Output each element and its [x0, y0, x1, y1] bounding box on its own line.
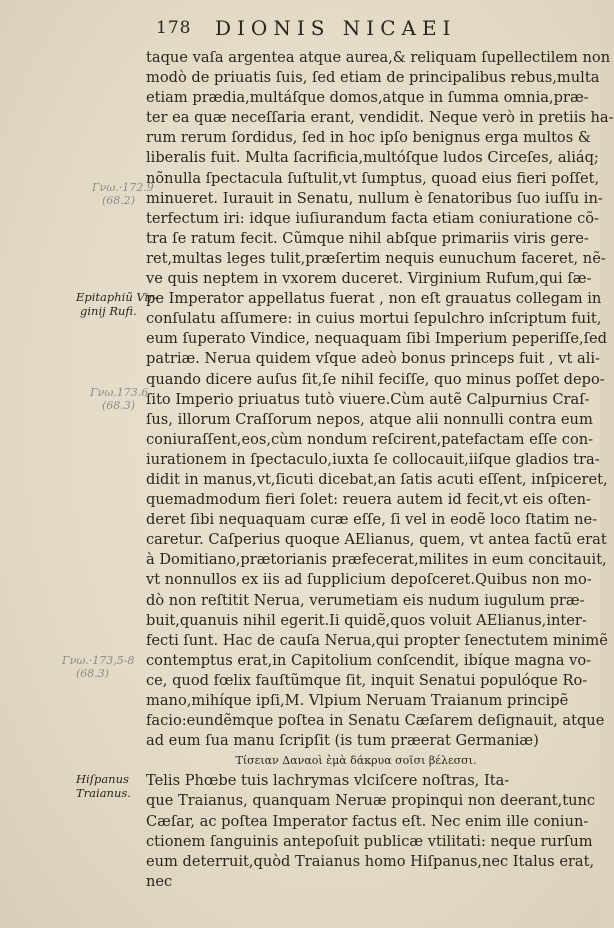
text-line: pe Imperator appellatus fuerat , non eſt grauatus collegam in: [146, 290, 602, 308]
text-line: contemptus erat,in Capitolium conſcendit, ibíque magna vo-: [146, 651, 592, 669]
handwritten-line: Γνω.·173,5-8: [62, 654, 135, 667]
text-line: taque vaſa argentea atque aurea,& reliquam ſupellectilem non: [146, 49, 611, 66]
text-line: rum rerum ſordidus, ſed in hoc ipſo benignus erga multos &: [146, 129, 591, 147]
text-line: Cæſar, ac poſtea Imperator factus eſt. Nec enim ille coniun-: [146, 812, 589, 830]
text-line: deret ſibi nequaquam curæ eſſe, ſi vel in eodẽ loco ſtatim ne-: [146, 511, 598, 529]
text-line: à Domitiano,prætorianis præfecerat,milites in eum concitauit,: [146, 551, 607, 569]
text-line: vt nonnullos ex iis ad ſupplicium depoſceret.Quibus non mo-: [146, 571, 592, 589]
text-line: dò non reſtitit Nerua, verumetiam eis nudum iugulum præ-: [146, 591, 585, 609]
text-line: Τίσειαν Δαναοὶ ἐμὰ δάκρυα σοῖσι βέλεσσι.: [235, 754, 477, 768]
text-line: ce, quod fœlix fauſtũmque ſit, inquit Senatui populóque Ro-: [146, 671, 588, 689]
text-line: nec: [146, 872, 173, 890]
handwritten-line: (68.2): [102, 194, 136, 207]
text-line: que Traianus, quanquam Neruæ propinqui non deerant,tunc: [146, 792, 596, 810]
handwritten-line: (68.3): [102, 399, 136, 412]
text-line: etiam prædia,multáſque domos,atque in ſumma omnia,præ-: [146, 89, 589, 107]
text-line: nõnulla ſpectacula ſuſtulit,vt ſumptus, quoad eius fieri poſſet,: [146, 169, 600, 187]
handwritten-line: Γνω.173.6: [90, 386, 149, 399]
text-line: buit,quanuis nihil egerit.Ii quidẽ,quos voluit AElianus,inter-: [146, 611, 587, 629]
margin-note-epitaph: [76, 290, 158, 318]
text-line: didit in manus,vt,ſicuti dicebat,an ſatis acuti eſſent, inſpiceret,: [146, 470, 608, 488]
handwritten-note-1: [92, 181, 154, 207]
text-line: conſulatu aſſumere: in cuius mortui ſepulchro inſcriptum fuit,: [146, 310, 602, 328]
text-line: patriæ. Nerua quidem vſque adeò bonus princeps fuit , vt ali-: [146, 350, 600, 368]
text-line: Telis Phœbe tuis lachrymas vlciſcere noſtras, Ita-: [146, 772, 510, 790]
text-line: ve quis neptem in vxorem duceret. Virginium Rufum,qui ſæ-: [146, 270, 592, 288]
text-line: fecti ſunt. Hac de cauſa Nerua,qui propter ſenectutem minimẽ: [146, 631, 608, 649]
margin-note-hispanus: [76, 772, 131, 800]
text-line: ſus, illorum Craſſorum nepos, atque alii nonnulli contra eum: [146, 410, 593, 428]
text-line: coniuraſſent,eos,cùm nondum reſcirent,patefactam eſſe con-: [146, 430, 594, 448]
text-line: eum ſuperato Vindice, nequaquam ſibi Imperium peperiſſe,ſed: [146, 330, 607, 348]
text-line: minueret. Iurauit in Senatu, nullum è ſenatoribus ſuo iuſſu in-: [146, 189, 603, 207]
text-line: ter ea quæ neceſſaria erant, vendidit. Neque verò in pretiis ha-: [146, 109, 614, 127]
text-line: mano,mihíque ipſi,M. Vlpium Neruam Traianum principẽ: [146, 692, 569, 709]
page-number: 178: [156, 18, 192, 38]
margin-note-line: Traianus.: [76, 786, 131, 800]
running-head: [0, 14, 600, 44]
handwritten-note-2: [90, 386, 148, 412]
text-line: modò de priuatis ſuis, ſed etiam de principalibus rebus,multa: [146, 69, 600, 87]
margin-note-line: ginij Rufi.: [80, 304, 137, 318]
text-line: caretur. Caſperius quoque AElianus, quem, vt antea factũ erat: [146, 531, 607, 549]
handwritten-note-3: [62, 654, 135, 680]
text-line: ctionem ſanguinis antepoſuit publicæ vtilitati: neque rurſum: [146, 832, 593, 850]
text-line: quemadmodum fieri ſolet: reuera autem id fecit,vt eis oſten-: [146, 491, 591, 509]
handwritten-line: (68.3): [76, 667, 110, 680]
text-line: ſito Imperio priuatus tutò viuere.Cùm autẽ Calpurnius Craſ-: [146, 390, 590, 408]
text-line: iurationem in ſpectaculo,iuxta ſe collocauit,iiſque gladios tra-: [146, 450, 600, 468]
text-line: terfectum iri: idque iuſiurandum facta etiam coniuratione cõ-: [146, 209, 599, 227]
text-line: facio:eundẽmque poſtea in Senatu Cæſarem deſignauit, atque: [146, 712, 605, 730]
text-line: quando dicere auſus ſit,ſe nihil feciſſe, quo minus poſſet depo-: [146, 370, 605, 388]
text-line: liberalis fuit. Multa ſacrificia,multóſque ludos Circeſes, aliáq;: [146, 149, 599, 167]
text-line: ret,multas leges tulit,præſertim nequis eunuchum faceret, nẽ-: [146, 249, 606, 267]
handwritten-line: Γνω.·172.9: [92, 181, 154, 194]
margin-note-line: Hiſpanus: [76, 772, 129, 786]
margin-note-line: Epitaphiũ Vir-: [76, 290, 158, 304]
text-line: tra ſe ratum fecit. Cũmque nihil abſque primariis viris gere-: [146, 229, 589, 247]
text-line: ad eum ſua manu ſcripſit (is tum præerat Germaniæ): [146, 732, 539, 750]
header-title: DIONIS NICAEI: [215, 16, 457, 40]
main-text-block: [146, 48, 614, 892]
text-line: eum deterruit,quòd Traianus homo Hiſpanus,nec Italus erat,: [146, 852, 595, 870]
